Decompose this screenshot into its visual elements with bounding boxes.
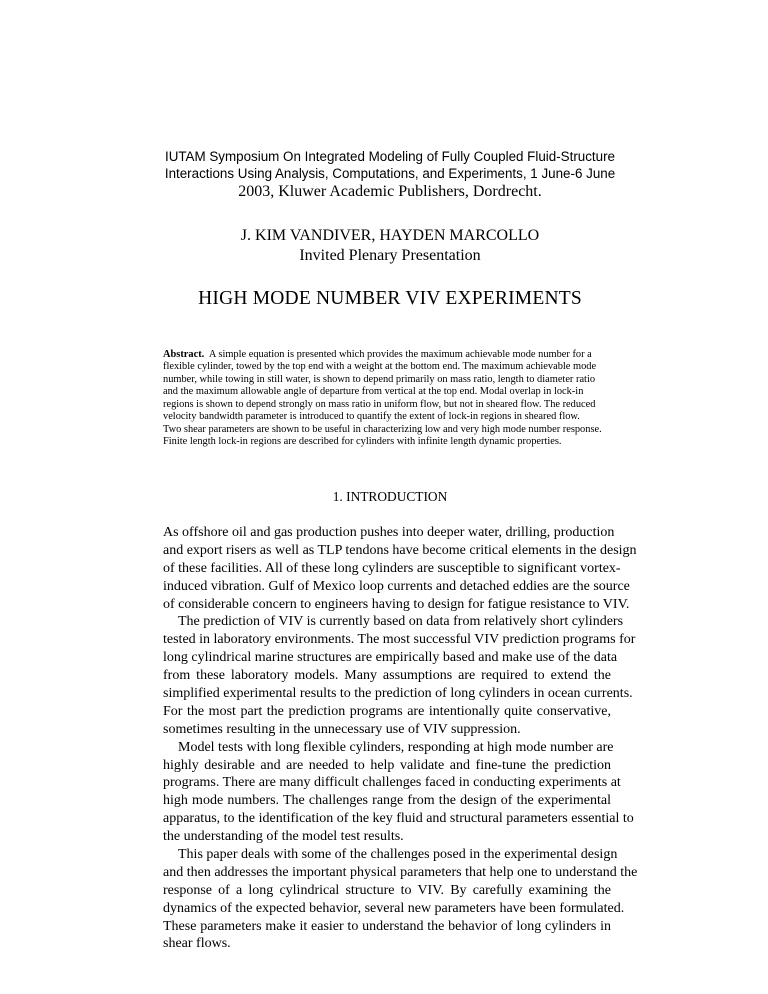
body-line: long cylindrical marine structures are empirically based and make use of the data [163, 650, 618, 666]
author-names: J. KIM VANDIVER, HAYDEN MARCOLLO [240, 227, 540, 244]
body-line: programs. There are many difficult challenges faced in conducting experiments at [163, 775, 621, 791]
body-line: induced vibration. Gulf of Mexico loop currents and detached eddies are the source [163, 578, 630, 594]
abstract-line: number, while towing in still water, is shown to depend primarily on mass ratio, length to diameter ratio [163, 373, 596, 385]
section-body [163, 524, 638, 953]
body-line: apparatus, to the identification of the key fluid and structural parameters essential to [163, 811, 634, 827]
body-line: of these facilities. All of these long cylinders are susceptible to significant vortex- [163, 560, 621, 576]
body-line: and export risers as well as TLP tendons have become critical elements in the design [163, 542, 637, 558]
body-line: These parameters make it easier to understand the behavior of long cylinders in [163, 918, 611, 934]
body-line: Model tests with long flexible cylinders, responding at high mode number are [178, 739, 614, 755]
body-line: high mode numbers. The challenges range from the design of the experimental [163, 793, 611, 809]
body-line: shear flows. [163, 936, 231, 952]
abstract-line: flexible cylinder, towed by the top end with a weight at the bottom end. The maximum achievable mode [163, 361, 597, 373]
venue-header [120, 148, 660, 202]
body-line: As offshore oil and gas production pushes into deeper water, drilling, production [163, 525, 615, 540]
venue-line: Interactions Using Analysis, Computations, and Experiments, 1 June-6 June [164, 166, 616, 181]
body-line: and then addresses the important physical parameters that help one to understand the [163, 864, 638, 880]
body-line: For the most part the prediction programs are intentionally quite conservative, [163, 703, 611, 719]
body-line: This paper deals with some of the challenges posed in the experimental design [178, 847, 618, 863]
body-line: of considerable concern to engineers having to design for fatigue resistance to VIV. [163, 596, 630, 612]
body-line: The prediction of VIV is currently based on data from relatively short cylinders [178, 614, 624, 630]
abstract-label: Abstract. [163, 349, 205, 360]
body-line: simplified experimental results to the prediction of long cylinders in ocean currents. [163, 686, 633, 702]
body-line: response of a long cylindrical structure to VIV. By carefully examining the [163, 882, 611, 898]
abstract-text: A simple equation is presented which provides the maximum achievable mode number for a [208, 349, 592, 360]
author-block [120, 226, 660, 266]
section-heading: 1. INTRODUCTION [332, 489, 448, 504]
body-line: the understanding of the model test results. [163, 829, 404, 845]
body-line: tested in laboratory environments. The most successful VIV prediction programs for [163, 632, 636, 648]
paper-title: HIGH MODE NUMBER VIV EXPERIMENTS [198, 288, 582, 309]
body-line: dynamics of the expected behavior, several new parameters have been formulated. [163, 900, 625, 916]
venue-line: 2003, Kluwer Academic Publishers, Dordrecht. [238, 183, 542, 200]
abstract-line [163, 349, 611, 361]
abstract-line: regions is shown to depend strongly on mass ratio in uniform flow, but not in sheared flow. The reduced [163, 398, 596, 410]
body-line: from these laboratory models. Many assumptions are required to extend the [163, 668, 611, 684]
abstract-line: and the maximum allowable angle of departure from vertical at the top end. Modal overlap in lock-in [163, 386, 584, 398]
abstract-line: Two shear parameters are shown to be useful in characterizing low and very high mode number response. [163, 423, 602, 435]
venue-line: IUTAM Symposium On Integrated Modeling of Fully Coupled Fluid-Structure [164, 149, 615, 164]
presentation-type: Invited Plenary Presentation [299, 247, 481, 264]
abstract-line: velocity bandwidth parameter is introduced to quantify the extent of lock-in regions in sheared flow. [163, 411, 580, 423]
abstract [163, 349, 611, 449]
abstract-line: Finite length lock-in regions are described for cylinders with infinite length dynamic properties. [163, 436, 562, 448]
body-line: sometimes resulting in the unnecessary use of VIV suppression. [163, 721, 521, 737]
body-line: highly desirable and are needed to help validate and fine-tune the prediction [163, 757, 611, 773]
